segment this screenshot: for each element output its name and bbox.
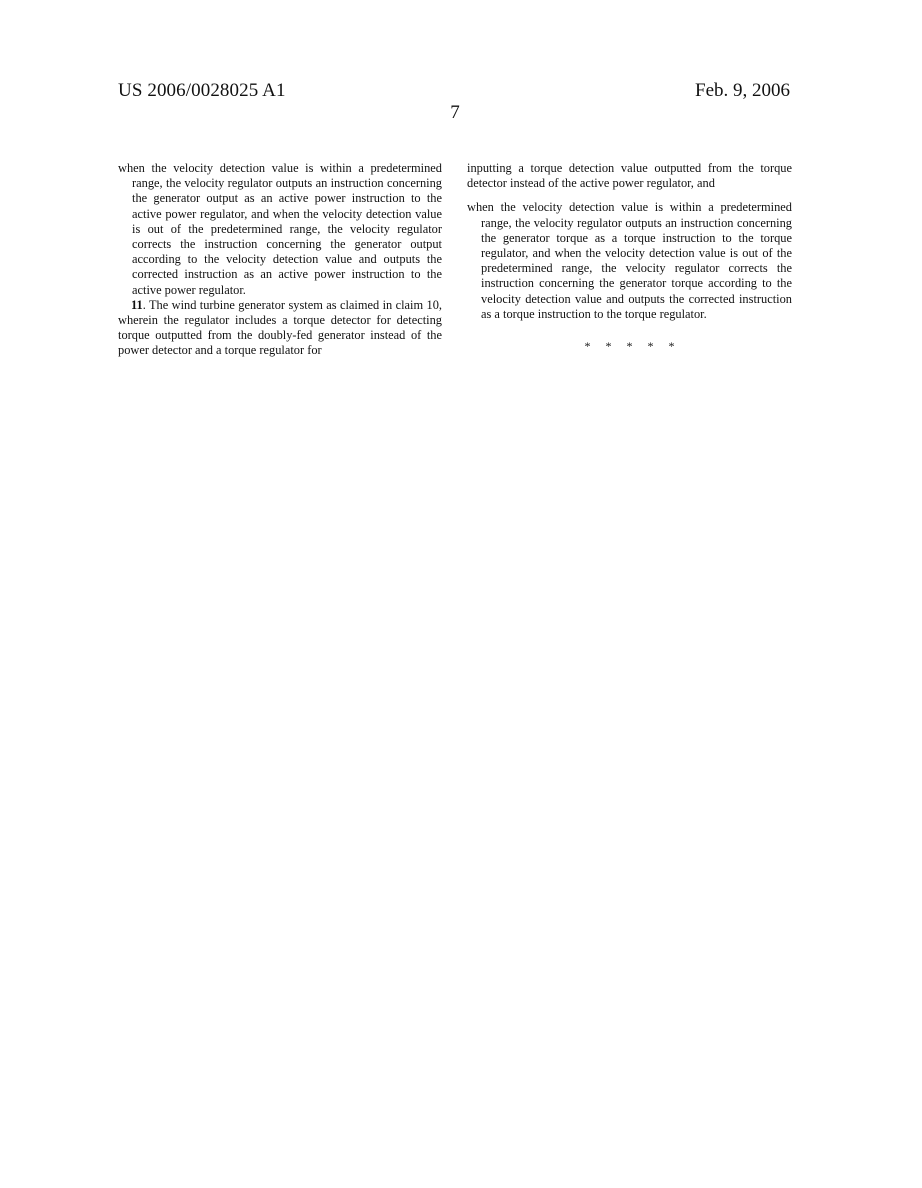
end-of-document-marker: * * * * * <box>584 339 675 354</box>
publication-date: Feb. 9, 2006 <box>695 80 790 101</box>
claim-text: . The wind turbine generator system as claimed in claim 10, wherein the regulator includes a torque detector for detecting torque outputted from the doubly-fed generator instead of the power detector and a torque regulator for <box>118 297 442 358</box>
page-number: 7 <box>450 102 460 123</box>
right-column <box>467 161 792 354</box>
publication-number: US 2006/0028025 A1 <box>118 80 286 101</box>
claim-clause: when the velocity detection value is within a predetermined range, the velocity regulator outputs an instruction concerning the generator output as an active power instruction to the active power regulator, and when the velocity detection value is out of the predetermined range, the velocity regulator corrects the instruction concerning the generator output according to the velocity detection value and outputs the corrected instruction as an active power instruction to the active power regulator. <box>118 161 442 297</box>
left-column <box>118 161 442 359</box>
claim-clause: when the velocity detection value is within a predetermined range, the velocity regulator outputs an instruction concerning the generator torque as a torque instruction to the torque regulator, and when the velocity detection value is out of the predetermined range, the velocity regulator corrects the instruction concerning the generator torque according to the velocity detection value and outputs the corrected instruction as a torque instruction to the torque regulator. <box>467 200 792 321</box>
claim-11 <box>118 298 442 359</box>
claim-number: 11 <box>131 297 143 312</box>
claim-continuation: inputting a torque detection value outputted from the torque detector instead of the active power regulator, and <box>467 161 792 191</box>
